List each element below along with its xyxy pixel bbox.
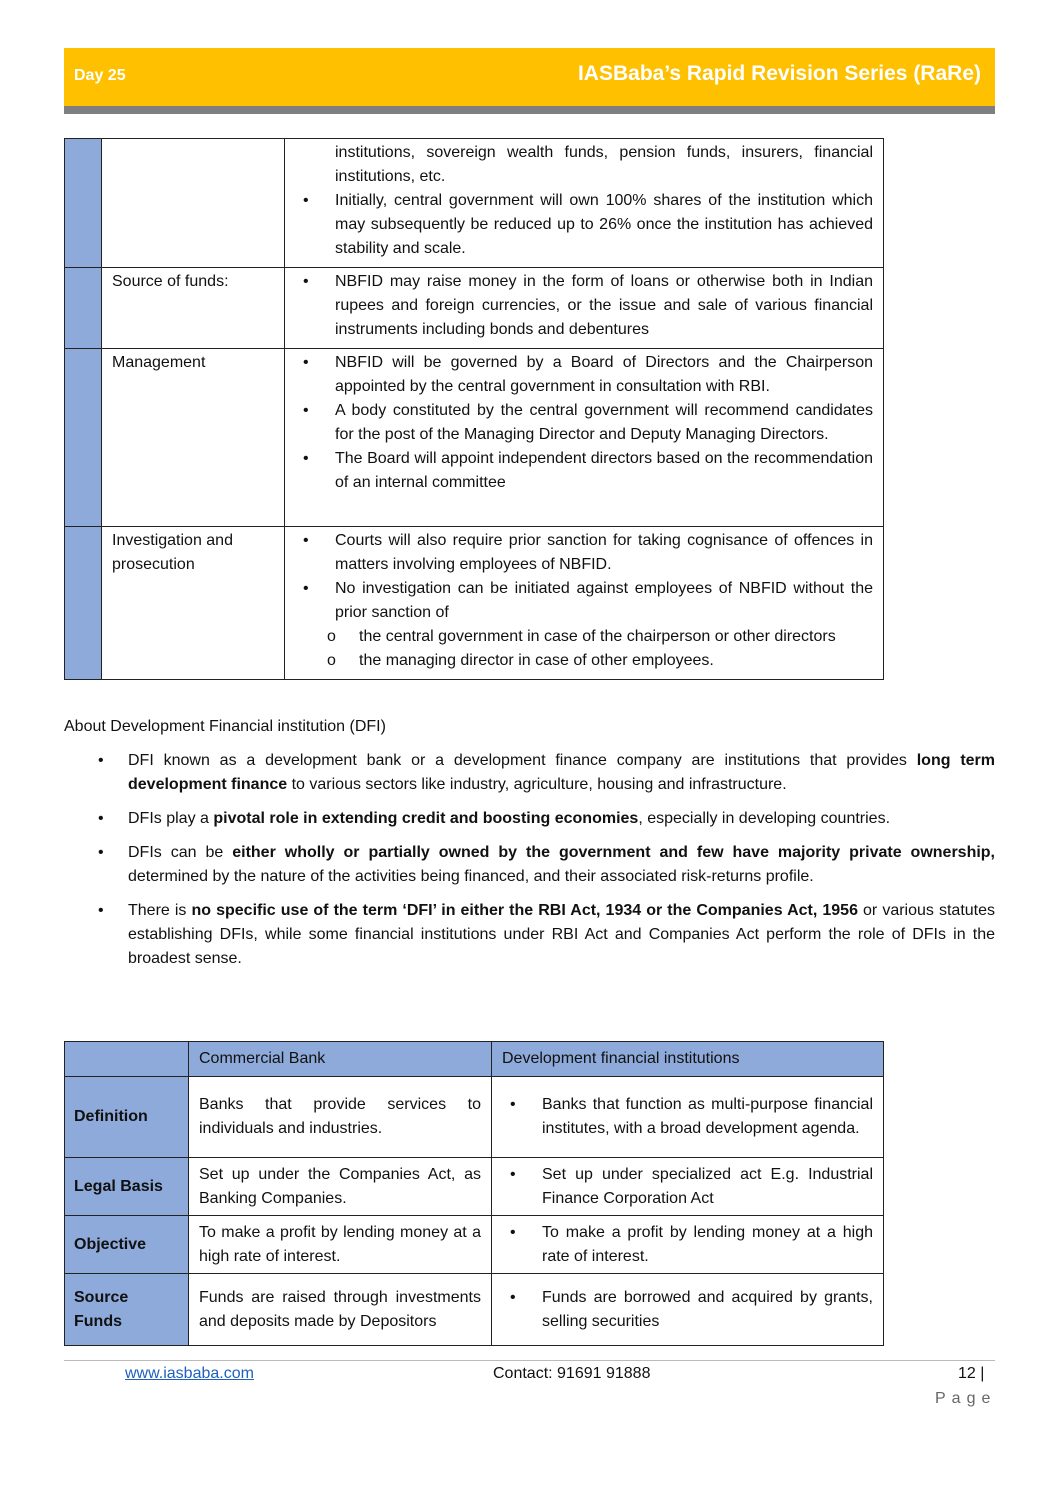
list-item: • Banks that function as multi-purpose financial institutes, with a broad development agenda.: [510, 1093, 873, 1141]
row-marker: [65, 139, 102, 268]
list-item: • To make a profit by lending money at a high rate of interest.: [510, 1221, 873, 1269]
list-item: [64, 841, 995, 889]
dfi-section: [64, 715, 995, 981]
column-header: Commercial Bank: [189, 1042, 492, 1077]
table-row: [65, 1216, 884, 1274]
list-item: institutions, sovereign wealth funds, pension funds, insurers, financial institutions, etc.: [335, 144, 873, 185]
sub-list-item: o the managing director in case of other employees.: [303, 649, 873, 673]
row-label: Investigation and prosecution: [102, 527, 285, 680]
row-content: [285, 268, 884, 349]
page-header: [64, 48, 995, 106]
row-marker: [65, 349, 102, 527]
text: DFIs play a: [128, 810, 214, 827]
list-item: • Set up under specialized act E.g. Industrial Finance Corporation Act: [510, 1163, 873, 1211]
list-item: [64, 749, 995, 797]
table-row: [65, 527, 884, 680]
row-marker: [65, 268, 102, 349]
table-cell: [492, 1216, 884, 1274]
column-header: [65, 1042, 189, 1077]
list-item: • No investigation can be initiated against employees of NBFID without the prior sanction of: [303, 577, 873, 625]
list-item: • Funds are borrowed and acquired by grants, selling securities: [510, 1286, 873, 1334]
row-marker: [65, 527, 102, 680]
header-divider: [64, 106, 995, 114]
website-link[interactable]: www.iasbaba.com: [125, 1365, 254, 1382]
page-label: Page: [935, 1390, 997, 1407]
list-item: [64, 899, 995, 971]
row-content: [285, 349, 884, 527]
table-row: [65, 1274, 884, 1346]
text: There is: [128, 902, 192, 919]
list-item: • Courts will also require prior sanction for taking cognisance of offences in matters involving employees of NBFID.: [303, 529, 873, 577]
text: determined by the nature of the activities being financed, and their associated risk-returns profile.: [128, 868, 814, 885]
text: , especially in developing countries.: [638, 810, 891, 827]
text: or various statutes establishing DFIs, while some financial institutions under RBI Act and Companies Act perform the role of DFIs in the broadest sense.: [128, 902, 996, 967]
list-item: • The Board will appoint independent directors based on the recommendation of an internal committee: [303, 447, 873, 495]
nbfid-table: [64, 138, 884, 680]
bold-text: long term development finance: [128, 752, 996, 793]
table-cell: To make a profit by lending money at a high rate of interest.: [189, 1216, 492, 1274]
sub-list-item: o the central government in case of the chairperson or other directors: [303, 625, 873, 649]
bold-text: either wholly or partially owned by the government and few have majority private ownership,: [232, 844, 996, 861]
table-row: [65, 268, 884, 349]
contact-text: Contact: 91691 91888: [493, 1365, 651, 1382]
section-heading: About Development Financial institution (DFI): [64, 718, 386, 735]
row-header: Source Funds: [65, 1274, 189, 1346]
table-row: [65, 1158, 884, 1216]
table-row: [65, 349, 884, 527]
series-title: IASBaba’s Rapid Revision Series (RaRe): [577, 62, 981, 85]
list-item: • Initially, central government will own 100% shares of the institution which may subsequently be reduced up to 26% once the institution has achieved stability and scale.: [303, 189, 873, 261]
table-cell: [492, 1158, 884, 1216]
table-header-row: [65, 1042, 884, 1077]
row-label: Management: [102, 349, 285, 527]
list-item: • NBFID will be governed by a Board of Directors and the Chairperson appointed by the central government in consultation with RBI.: [303, 351, 873, 399]
list-item: [64, 807, 995, 831]
table-cell: [492, 1077, 884, 1158]
page-number: 12 |: [958, 1365, 985, 1382]
table-cell: Funds are raised through investments and deposits made by Depositors: [189, 1274, 492, 1346]
text: to various sectors like industry, agriculture, housing and infrastructure.: [287, 776, 787, 793]
row-content: [285, 527, 884, 680]
table-row: [65, 1077, 884, 1158]
row-label: [102, 139, 285, 268]
bold-text: no specific use of the term ‘DFI’ in either the RBI Act, 1934 or the Companies Act, 1956: [191, 902, 858, 919]
list-item: • NBFID may raise money in the form of loans or otherwise both in Indian rupees and foreign currencies, or the issue and sale of various financial instruments including bonds and debentures: [303, 270, 873, 342]
text: DFIs can be: [128, 844, 233, 861]
row-header: Definition: [65, 1077, 189, 1158]
day-label: Day 25: [74, 67, 126, 84]
row-header: Legal Basis: [65, 1158, 189, 1216]
list-item: • A body constituted by the central government will recommend candidates for the post of the Managing Director and Deputy Managing Directors.: [303, 399, 873, 447]
column-header: Development financial institutions: [492, 1042, 884, 1077]
bold-text: pivotal role in extending credit and boosting economies: [213, 810, 639, 827]
table-cell: [492, 1274, 884, 1346]
footer-divider: [64, 1360, 995, 1361]
table-cell: Set up under the Companies Act, as Banking Companies.: [189, 1158, 492, 1216]
table-row: [65, 139, 884, 268]
comparison-table: [64, 1041, 884, 1346]
table-cell: Banks that provide services to individuals and industries.: [189, 1077, 492, 1158]
text: DFI known as a development bank or a development finance company are institutions that provides: [128, 752, 917, 769]
row-header: Objective: [65, 1216, 189, 1274]
row-content: [285, 139, 884, 268]
row-label: Source of funds:: [102, 268, 285, 349]
